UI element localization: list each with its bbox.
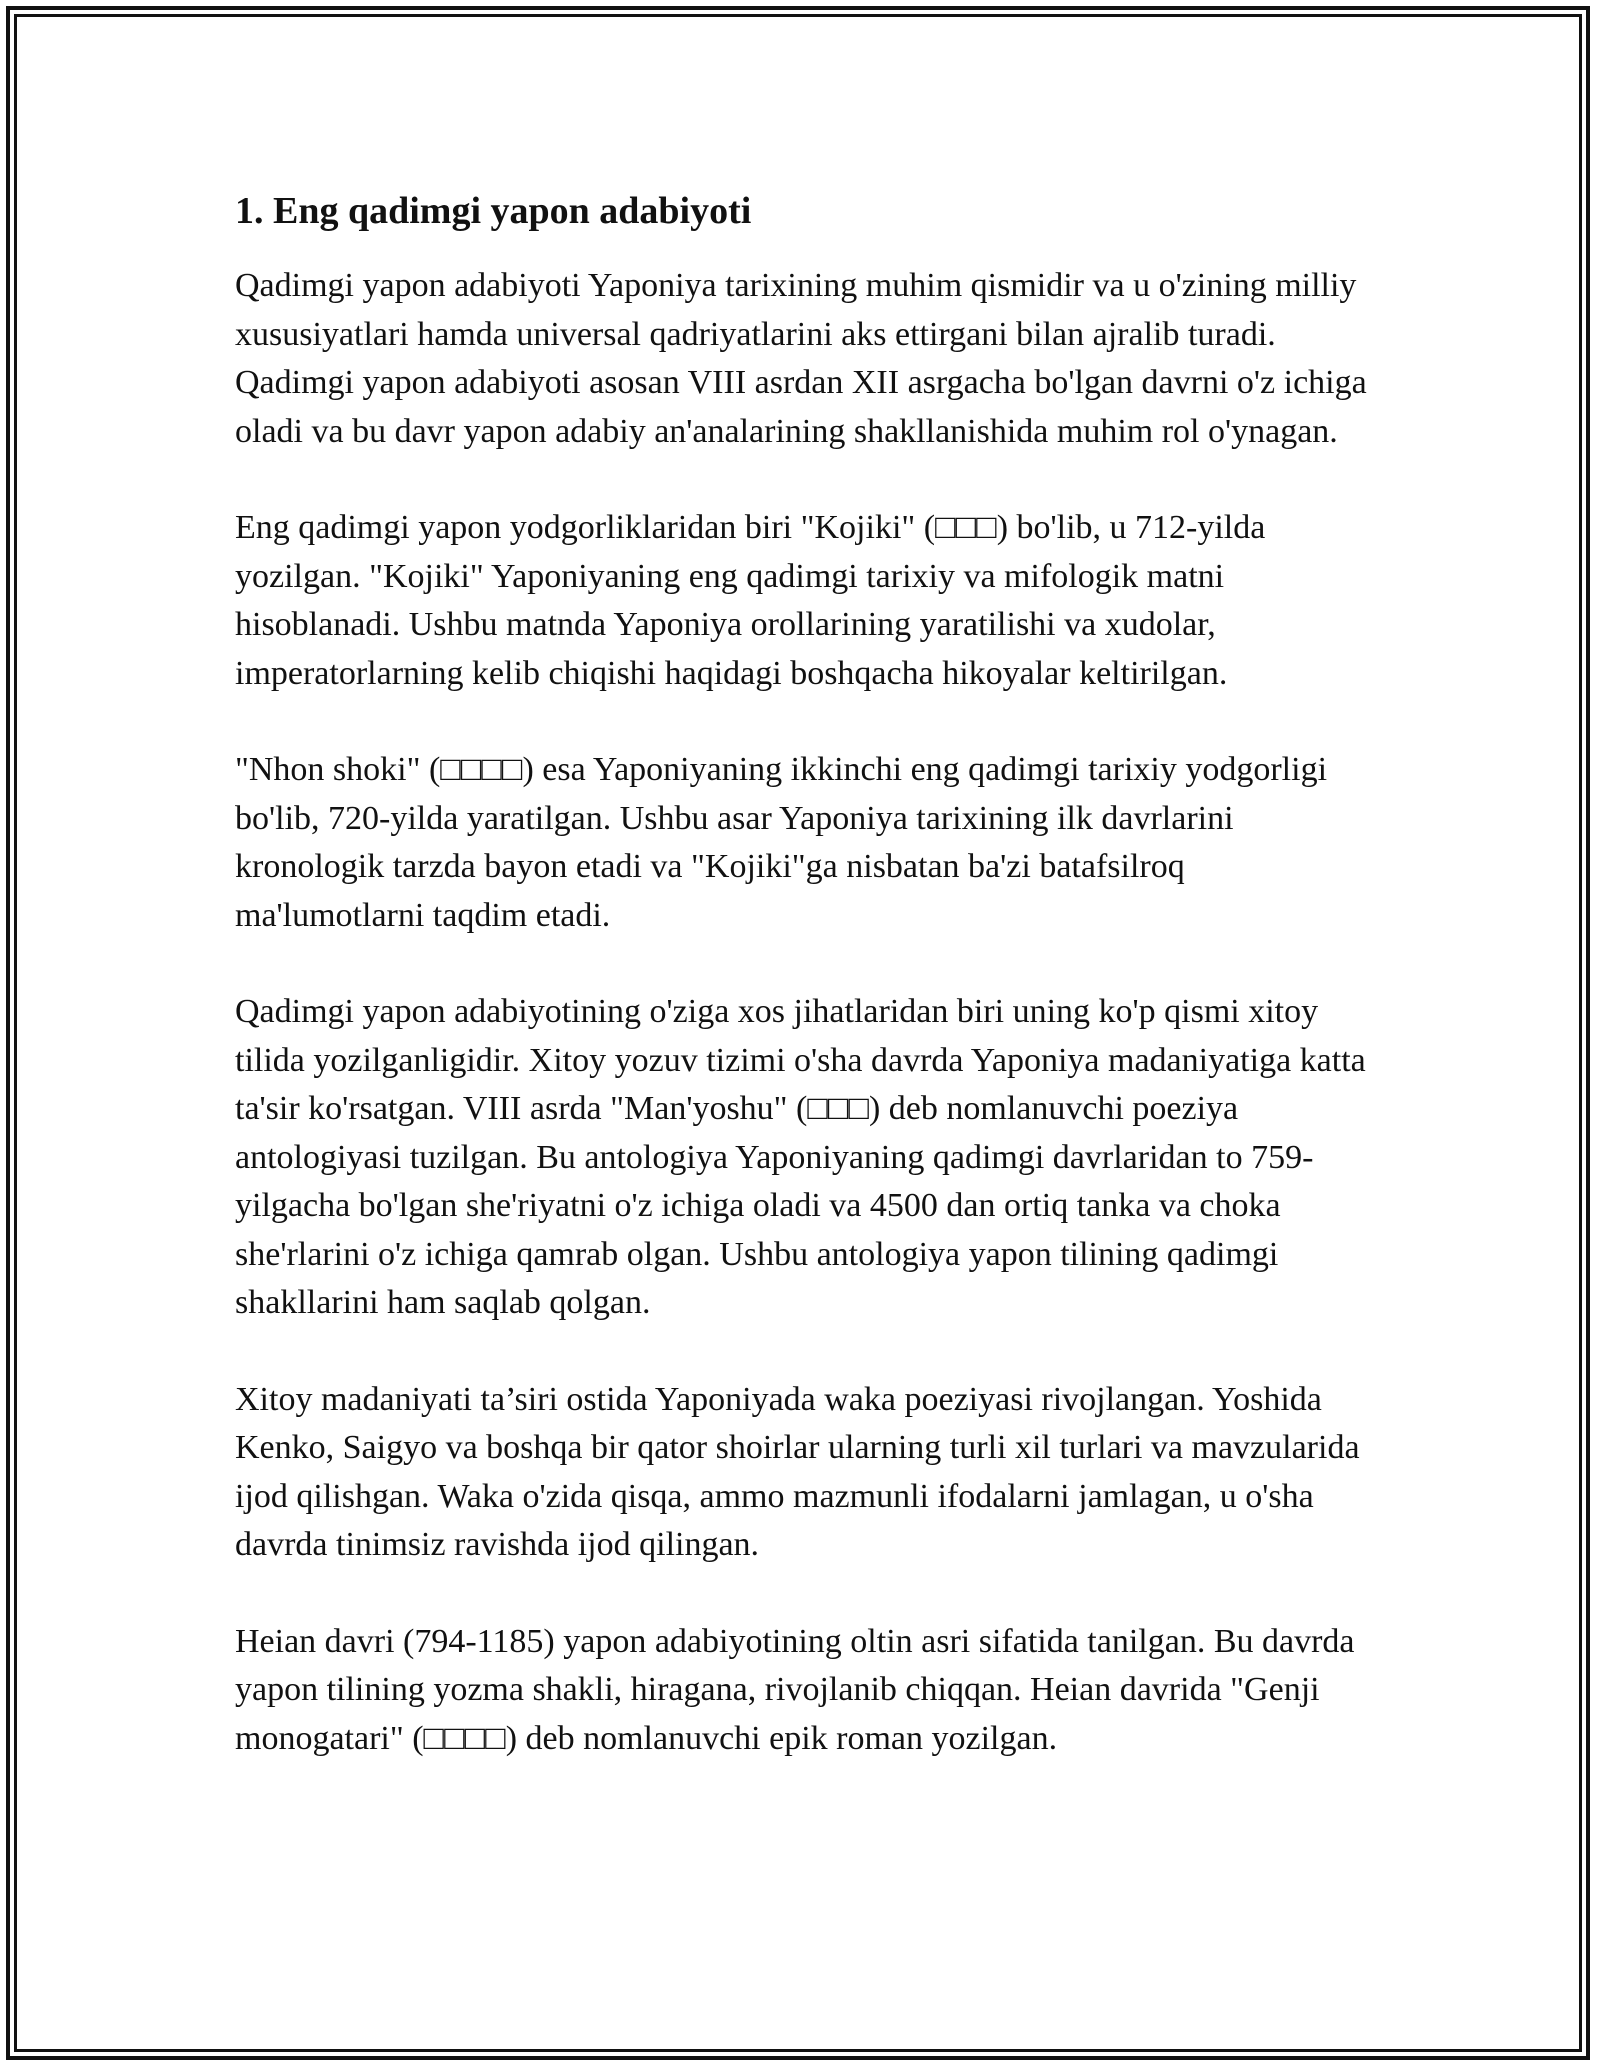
paragraph-kojiki: Eng qadimgi yapon yodgorliklaridan biri "Kojiki" (□□□) bo'lib, u 712-yilda yozilgan. "Kojiki" Yaponiyaning eng qadimgi tarixiy va mifologik matni hisoblanadi. Ushbu matnda Yaponiya orollarining yaratilishi va xudolar, imperatorlarning kelib chiqishi haqidagi boshqacha hikoyalar keltirilgan. <box>235 509 1266 692</box>
document-body <box>235 186 1375 1811</box>
paragraph-waka: Xitoy madaniyati ta’siri ostida Yaponiyada waka poeziyasi rivojlangan. Yoshida Kenko, Saigyo va boshqa bir qator shoirlar ularning turli xil turlari va mavzularida ijod qilishgan. Waka o'zida qisqa, ammo mazmunli ifodalarni jamlagan, u o'sha davrda tinimsiz ravishda ijod qilingan. <box>235 1380 1360 1563</box>
paragraph-nihon-shoki: "Nhon shoki" (□□□□) esa Yaponiyaning ikkinchi eng qadimgi tarixiy yodgorligi bo'lib, 720-yilda yaratilgan. Ushbu asar Yaponiya tarixining ilk davrlarini kronologik tarzda bayon etadi va "Kojiki"ga nisbatan ba'zi batafsilroq ma'lumotlarni taqdim etadi. <box>235 751 1328 934</box>
paragraph-intro: Qadimgi yapon adabiyoti Yaponiya tarixining muhim qismidir va u o'zining milliy xususiyatlari hamda universal qadriyatlarini aks ettirgani bilan ajralib turadi. Qadimgi yapon adabiyoti asosan VIII asrdan XII asrgacha bo'lgan davrni o'z ichiga oladi va bu davr yapon adabiy an'analarining shakllanishida muhim rol o'ynagan. <box>235 267 1367 450</box>
paragraph-heian: Heian davri (794-1185) yapon adabiyotining oltin asri sifatida tanilgan. Bu davrda yapon tilining yozma shakli, hiragana, rivojlanib chiqqan. Heian davrida "Genji monogatari" (□□□□) deb nomlanuvchi epik roman yozilgan. <box>235 1622 1355 1757</box>
paragraph-manyoshu: Qadimgi yapon adabiyotining o'ziga xos jihatlaridan biri uning ko'p qismi xitoy tilida yozilganligidir. Xitoy yozuv tizimi o'sha davrda Yaponiya madaniyatiga katta ta'sir ko'rsatgan. VIII asrda "Man'yoshu" (□□□) deb nomlanuvchi poeziya antologiyasi tuzilgan. Bu antologiya Yaponiyaning qadimgi davrlaridan to 759-yilgacha bo'lgan she'riyatni o'z ichiga oladi va 4500 dan ortiq tanka va choka she'rlarini o'z ichiga qamrab olgan. Ushbu antologiya yapon tilining qadimgi shakllarini ham saqlab qolgan. <box>235 993 1366 1321</box>
section-heading: 1. Eng qadimgi yapon adabiyoti <box>235 190 752 232</box>
